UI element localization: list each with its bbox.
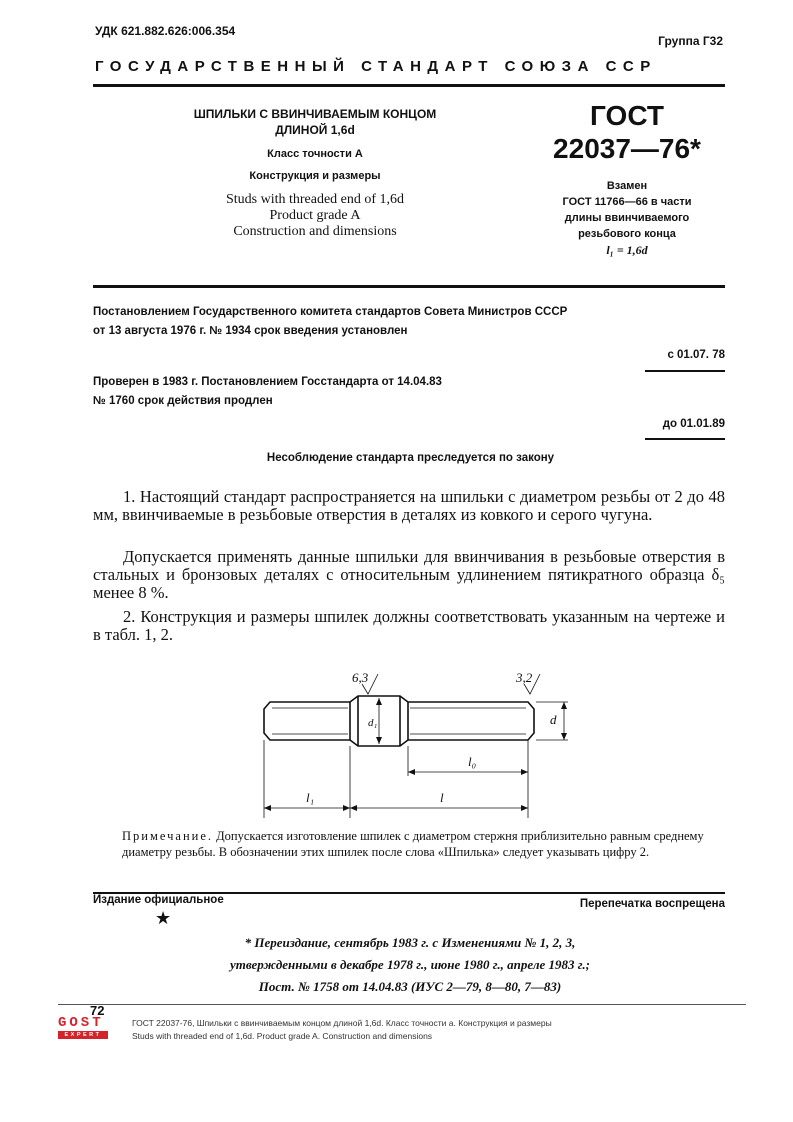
decree-line3: Проверен в 1983 г. Постановлением Госстандарта от 14.04.83 <box>93 376 442 388</box>
title-ru-line2: ДЛИНОЙ 1,6d <box>275 123 355 137</box>
design-title: Конструкция и размеры <box>249 170 381 182</box>
roughness-label-2: 3,2 <box>516 670 533 685</box>
note <box>122 828 725 860</box>
site-footer-line2: Studs with threaded end of 1,6d. Product grade A. Construction and dimensions <box>132 1031 433 1041</box>
logo-bottom-text: EXPERT <box>58 1031 108 1039</box>
gost-number: 22037—76* <box>553 133 701 164</box>
header-rule <box>93 84 725 87</box>
replaces-formula: l₁ = 1,6d <box>606 243 648 257</box>
l0-label: l₀ <box>468 754 477 769</box>
state-standard-banner: ГОСУДАРСТВЕННЫЙ СТАНДАРТ СОЮЗА ССР <box>95 58 657 75</box>
title-en-line2: Product grade A <box>269 208 361 223</box>
decree-line1: Постановлением Государственного комитета стандартов Совета Министров СССР <box>93 306 568 318</box>
paragraph-2: Допускается применять данные шпильки для ввинчивания в резьбовые отверстия в стальных и бронзовых деталях с относительным удлинением пятикратного образца δ₅ менее 8 %. <box>93 547 725 602</box>
page-number: 72 <box>90 1003 105 1018</box>
d1-label: d₁ <box>368 717 378 729</box>
accuracy-class: Класс точности А <box>267 148 363 160</box>
d-label: d <box>550 712 557 727</box>
reprint-prohibited: Перепечатка воспрещена <box>579 898 725 910</box>
note-text: Допускается изготовление шпилек с диаметром стержня приблизительно равным среднему диаметру резьбы. В обозначении этих шпилек после слова «Шпилька» следует указывать цифру 2. <box>122 829 704 859</box>
gost-label: ГОСТ <box>590 100 664 131</box>
decree-line2: от 13 августа 1976 г. № 1934 срок введения установлен <box>93 325 408 337</box>
l1-label: l₁ <box>306 790 315 805</box>
reissue-line2: утвержденными в декабре 1978 г., июне 1980 г., апреле 1983 г.; <box>229 957 590 972</box>
title-block <box>130 106 500 240</box>
l-label: l <box>440 790 444 805</box>
effective-date-rule <box>645 370 725 372</box>
title-en-line3: Construction and dimensions <box>233 224 397 239</box>
legal-warning: Несоблюдение стандарта преследуется по закону <box>266 452 555 464</box>
gost-expert-logo[interactable] <box>58 1016 108 1039</box>
title-en-line1: Studs with threaded end of 1,6d <box>225 192 405 207</box>
title-ru-line1: ШПИЛЬКИ С ВВИНЧИВАЕМЫМ КОНЦОМ <box>193 107 437 121</box>
udk-code: УДК 621.882.626:006.354 <box>95 24 236 38</box>
extended-date-rule <box>645 438 725 440</box>
effective-date: с 01.07. 78 <box>667 349 725 361</box>
title-rule <box>93 285 725 288</box>
replaces-line1: Взамен <box>606 180 648 192</box>
roughness-label-1: 6,3 <box>352 670 369 685</box>
reissue-line3: Пост. № 1758 от 14.04.83 (ИУС 2—79, 8—80, 7—83) <box>258 979 562 994</box>
extended-date: до 01.01.89 <box>662 418 725 430</box>
replaces-block <box>522 178 732 258</box>
logo-top-text: GOST <box>58 1015 104 1031</box>
reissue-line1: * Переиздание, сентябрь 1983 г. с Изменениями № 1, 2, 3, <box>244 935 576 950</box>
group-code: Группа Г32 <box>658 34 723 48</box>
note-label: Примечание. <box>122 829 214 843</box>
gost-block <box>522 100 732 258</box>
replaces-line2: ГОСТ 11766—66 в части <box>562 196 692 208</box>
site-footer-line1: ГОСТ 22037-76, Шпильки с ввинчиваемым концом длиной 1,6d. Класс точности а. Конструкция и размеры <box>132 1018 552 1028</box>
official-edition: Издание официальное <box>93 894 224 906</box>
decree-line4: № 1760 срок действия продлен <box>93 395 273 407</box>
site-footer-info <box>132 1017 552 1043</box>
site-footer-divider <box>58 1004 746 1005</box>
reissue-note <box>150 932 670 998</box>
paragraph-1: 1. Настоящий стандарт распространяется на шпильки с диаметром резьбы от 2 до 48 мм, ввинчиваемые в резьбовые отверстия в деталях из ковкого и серого чугуна. <box>93 487 725 524</box>
paragraph-3: 2. Конструкция и размеры шпилек должны соответствовать указанным на чертеже и в табл. 1, 2. <box>93 607 725 644</box>
star-icon: ★ <box>155 908 172 928</box>
replaces-line3: длины ввинчиваемого <box>564 212 690 224</box>
stud-drawing <box>240 660 580 825</box>
replaces-line4: резьбового конца <box>578 228 676 240</box>
